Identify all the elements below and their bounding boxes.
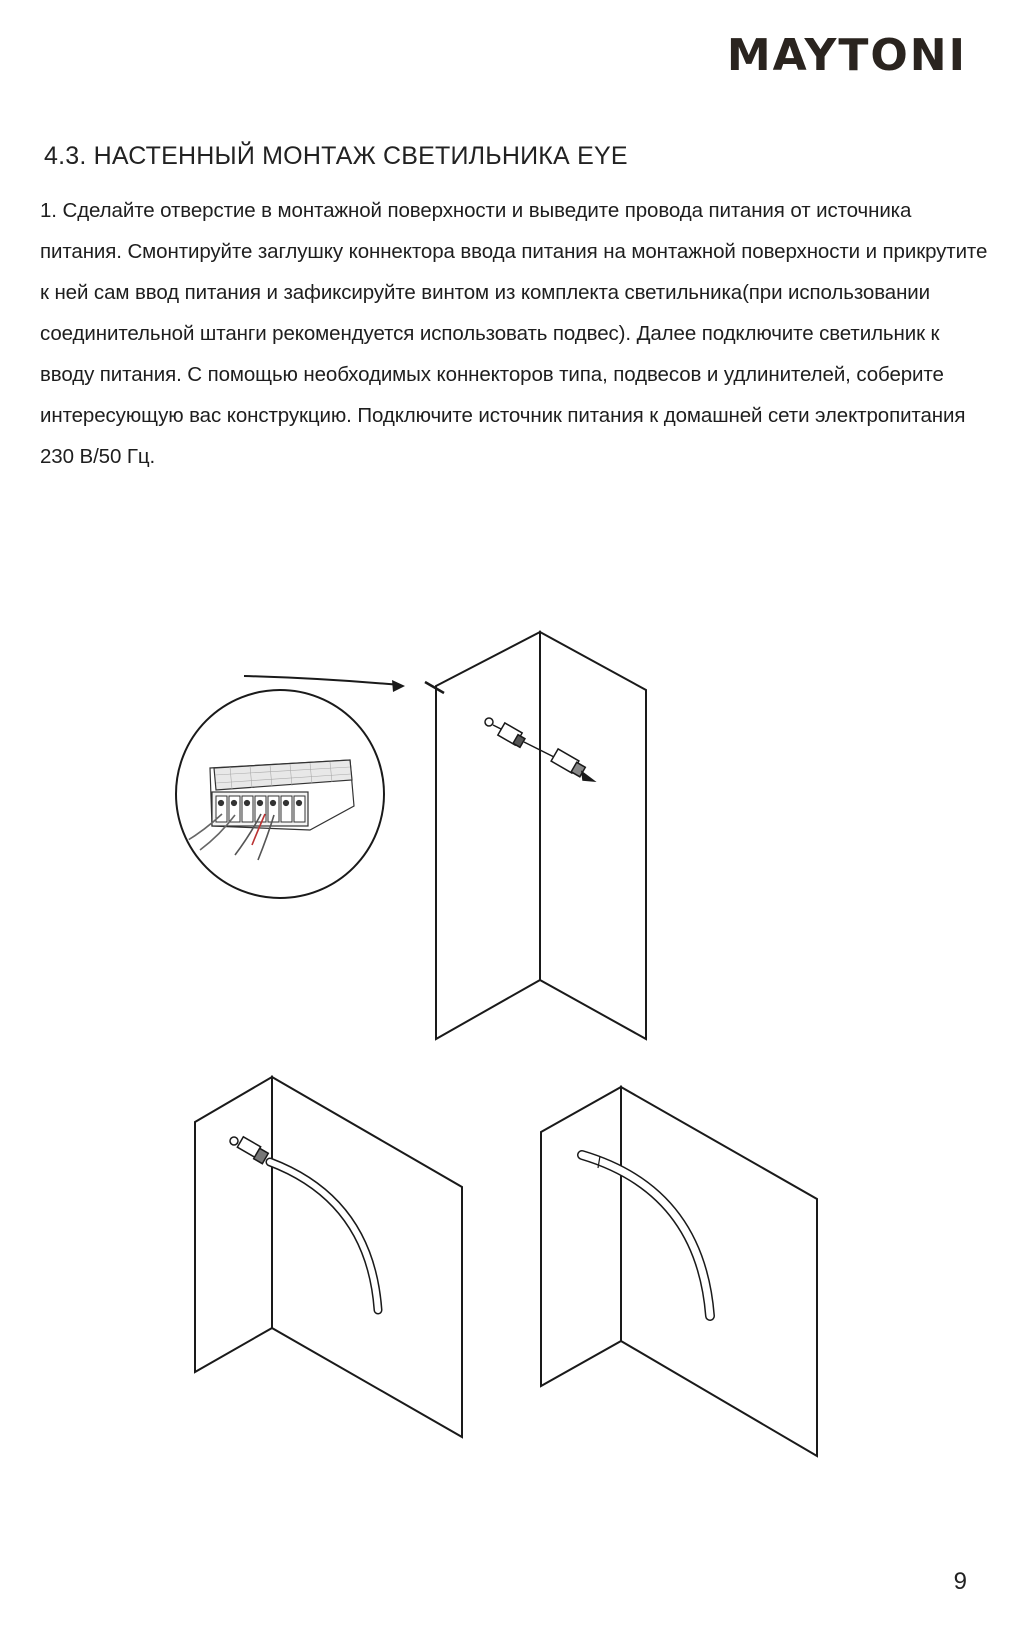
wall-corner-top (436, 632, 646, 1039)
maytoni-logo: MAYTONI (726, 30, 967, 81)
instruction-text: 1. Сделайте отверстие в монтажной поверхности и выведите провода питания от источника питания. Смонтируйте заглушку коннектора ввода питания на монтажной поверхности и прикрутите к ней сам ввод питания и зафиксируйте винтом из комплекта светильника(при использовании соединительной штанги рекомендуется использовать подвес). Далее подключите светильник к вводу питания. С помощью необходимых коннекторов типа, подвесов и удлинителей, соберите интересующую вас конструкцию. Подключите источник питания к домашней сети электропитания 230 В/50 Гц. (40, 199, 988, 468)
mounted-rod-right (582, 1155, 710, 1316)
page-number: 9 (953, 1568, 967, 1595)
wall-corner-bottom-left (195, 1077, 462, 1437)
terminal-block-zoom (176, 690, 384, 898)
connector-with-rod-left (230, 1137, 378, 1310)
callout-arrow (244, 676, 405, 692)
section-title: 4.3. НАСТЕННЫЙ МОНТАЖ СВЕТИЛЬНИКА EYE (44, 142, 628, 170)
wall-corner-bottom-right (541, 1087, 817, 1456)
